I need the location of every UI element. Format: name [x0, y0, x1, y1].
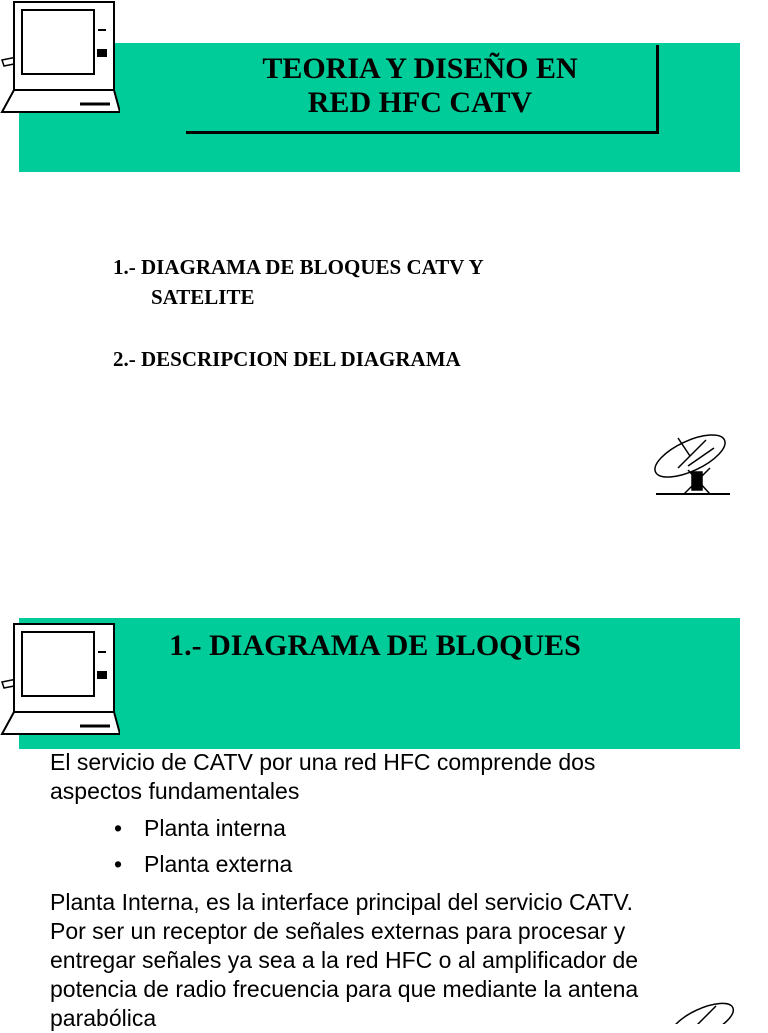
- list-item: [50, 846, 640, 882]
- toc-item: [113, 344, 613, 374]
- toc-item-line2: SATELITE: [151, 285, 255, 309]
- satellite-dish-icon: [664, 1000, 744, 1024]
- body-paragraph: Planta Interna, es la interface principal del servicio CATV. Por ser un receptor de señales externas para procesar y entregar señales ya sea a la red HFC o al amplificador de potencia de radio frecuencia para que mediante la antena parabólica: [50, 889, 639, 1031]
- list-item-text: Planta interna: [144, 815, 286, 841]
- computer-icon: [0, 622, 120, 737]
- bullet-icon: •: [114, 851, 123, 877]
- slide-body: [50, 748, 640, 1033]
- list-item-text: Planta externa: [144, 851, 293, 877]
- table-of-contents: [113, 252, 613, 406]
- toc-item: [113, 252, 613, 312]
- satellite-dish-icon: [648, 428, 738, 500]
- intro-paragraph: El servicio de CATV por una red HFC comprende dos aspectos fundamentales: [50, 749, 596, 804]
- slide-title: [170, 52, 670, 120]
- title-line-1: TEORIA Y DISEÑO EN: [262, 52, 578, 85]
- slide-title: 1.- DIAGRAMA DE BLOQUES: [169, 629, 581, 662]
- toc-item-line1: 1.- DIAGRAMA DE BLOQUES CATV Y: [113, 255, 484, 279]
- computer-icon: [0, 0, 120, 115]
- toc-item-line1: 2.- DESCRIPCION DEL DIAGRAMA: [113, 347, 461, 371]
- bullet-icon: •: [114, 815, 123, 841]
- list-item: [50, 810, 640, 846]
- bullet-list: [50, 810, 640, 882]
- title-tab-edge: [134, 675, 614, 678]
- title-line-2: RED HFC CATV: [307, 86, 533, 119]
